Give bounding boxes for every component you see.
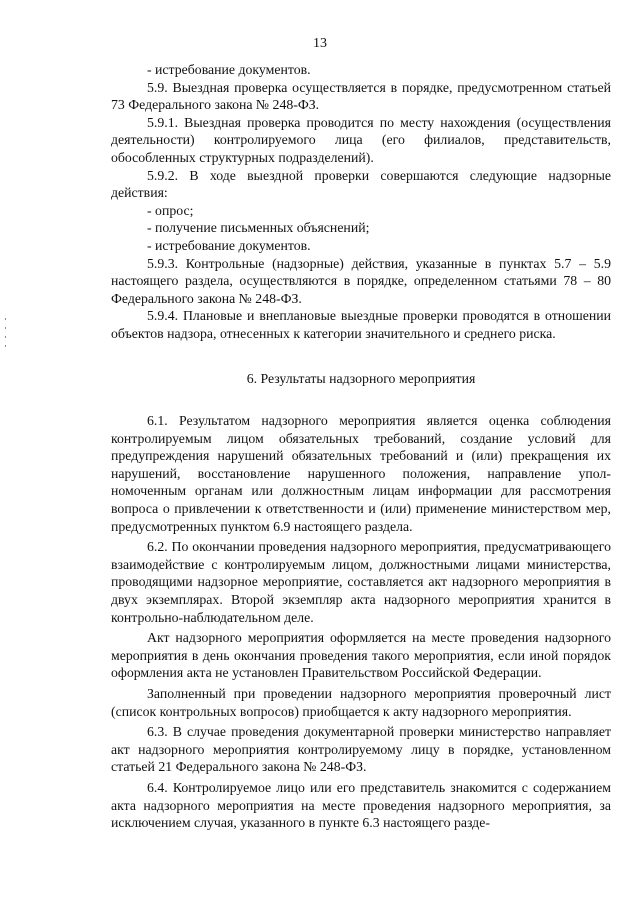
page-number: 13 [313, 36, 327, 51]
scan-mark [5, 318, 6, 320]
paragraph: 5.9.4. Плановые и внеплановые выездные проверки проводятся в отношении объектов надзора, отнесенных к категории значительного и среднего риска. [111, 308, 611, 341]
paragraph: Акт надзорного мероприятия оформляется на месте проведения надзорного мероприятия в день окончания проведения такого мероприятия, если иной порядок оформления акта не установлен Правительством Российской Федерации. [111, 630, 611, 681]
paragraph: 5.9. Выездная проверка осуществляется в порядке, предусмотренном статьей 73 Федерального закона № 248-ФЗ. [111, 79, 611, 113]
scan-mark [5, 345, 6, 347]
section-heading: 6. Результаты надзорного мероприятия [246, 370, 476, 386]
paragraph: 5.9.1. Выездная проверка проводится по месту нахождения (осуществления деятельности) контролируемого лица (его филиалов, представительств, обособленных структурных подразделений). [111, 114, 611, 165]
paragraph: 5.9.2. В ходе выездной проверки совершаются следующие надзорные действия: [111, 167, 611, 201]
paragraph: 6.1. Результатом надзорного мероприятия является оценка соблюдения контролируемым лицом обязательных требований, создание условий для предупреждения нарушений обязательных требований и (или) прекращения их нарушений, восстановление нарушенного положения, направление уполномоченным органам или должностным лицам информации для рассмотрения вопроса о привлечении к ответственности и (или) применение министерством мер, предусмотренных пунктом 6.9 настоящего раздела. [111, 413, 611, 534]
paragraph: 6.4. Контролируемое лицо или его представитель знакомится с содержанием акта надзорного мероприятия на месте проведения надзорного мероприятия, за исключением случая, указанного в пункте 6.3 настоящего разде- [111, 779, 611, 831]
paragraph: 6.3. В случае проведения документарной проверки министерство направляет акт надзорного мероприятия контролируемому лицу в порядке, установленном статьей 21 Федерального закона № 248-ФЗ. [111, 724, 611, 775]
paragraph: 5.9.3. Контрольные (надзорные) действия, указанные в пунктах 5.7 – 5.9 настоящего раздела, осуществляются в порядке, определенном статьями 78 – 80 Федерального закона № 248-ФЗ. [111, 255, 611, 306]
scan-mark [5, 336, 6, 338]
paragraph: - истребование документов. [147, 62, 311, 77]
paragraph: - опрос; [147, 202, 194, 218]
paragraph: Заполненный при проведении надзорного мероприятия проверочный лист (список контрольных вопросов) приобщается к акту надзорного мероприятия. [111, 686, 611, 719]
paragraph: - истребование документов. [147, 237, 311, 253]
document-body [111, 61, 611, 832]
paragraph: - получение письменных объяснений; [147, 220, 370, 236]
paragraph: 6.2. По окончании проведения надзорного мероприятия, предусматривающего взаимодействие с контролируемым лицом, должностными лицами министерства, проводящими надзорное мероприятие, составляется акт надзорного мероприятия в двух экземплярах. Второй экземпляр акта надзорного мероприятия хранится в контрольно-наблюдательном деле. [111, 539, 611, 625]
margin-scan-marks [4, 318, 8, 358]
scan-mark [5, 327, 6, 329]
